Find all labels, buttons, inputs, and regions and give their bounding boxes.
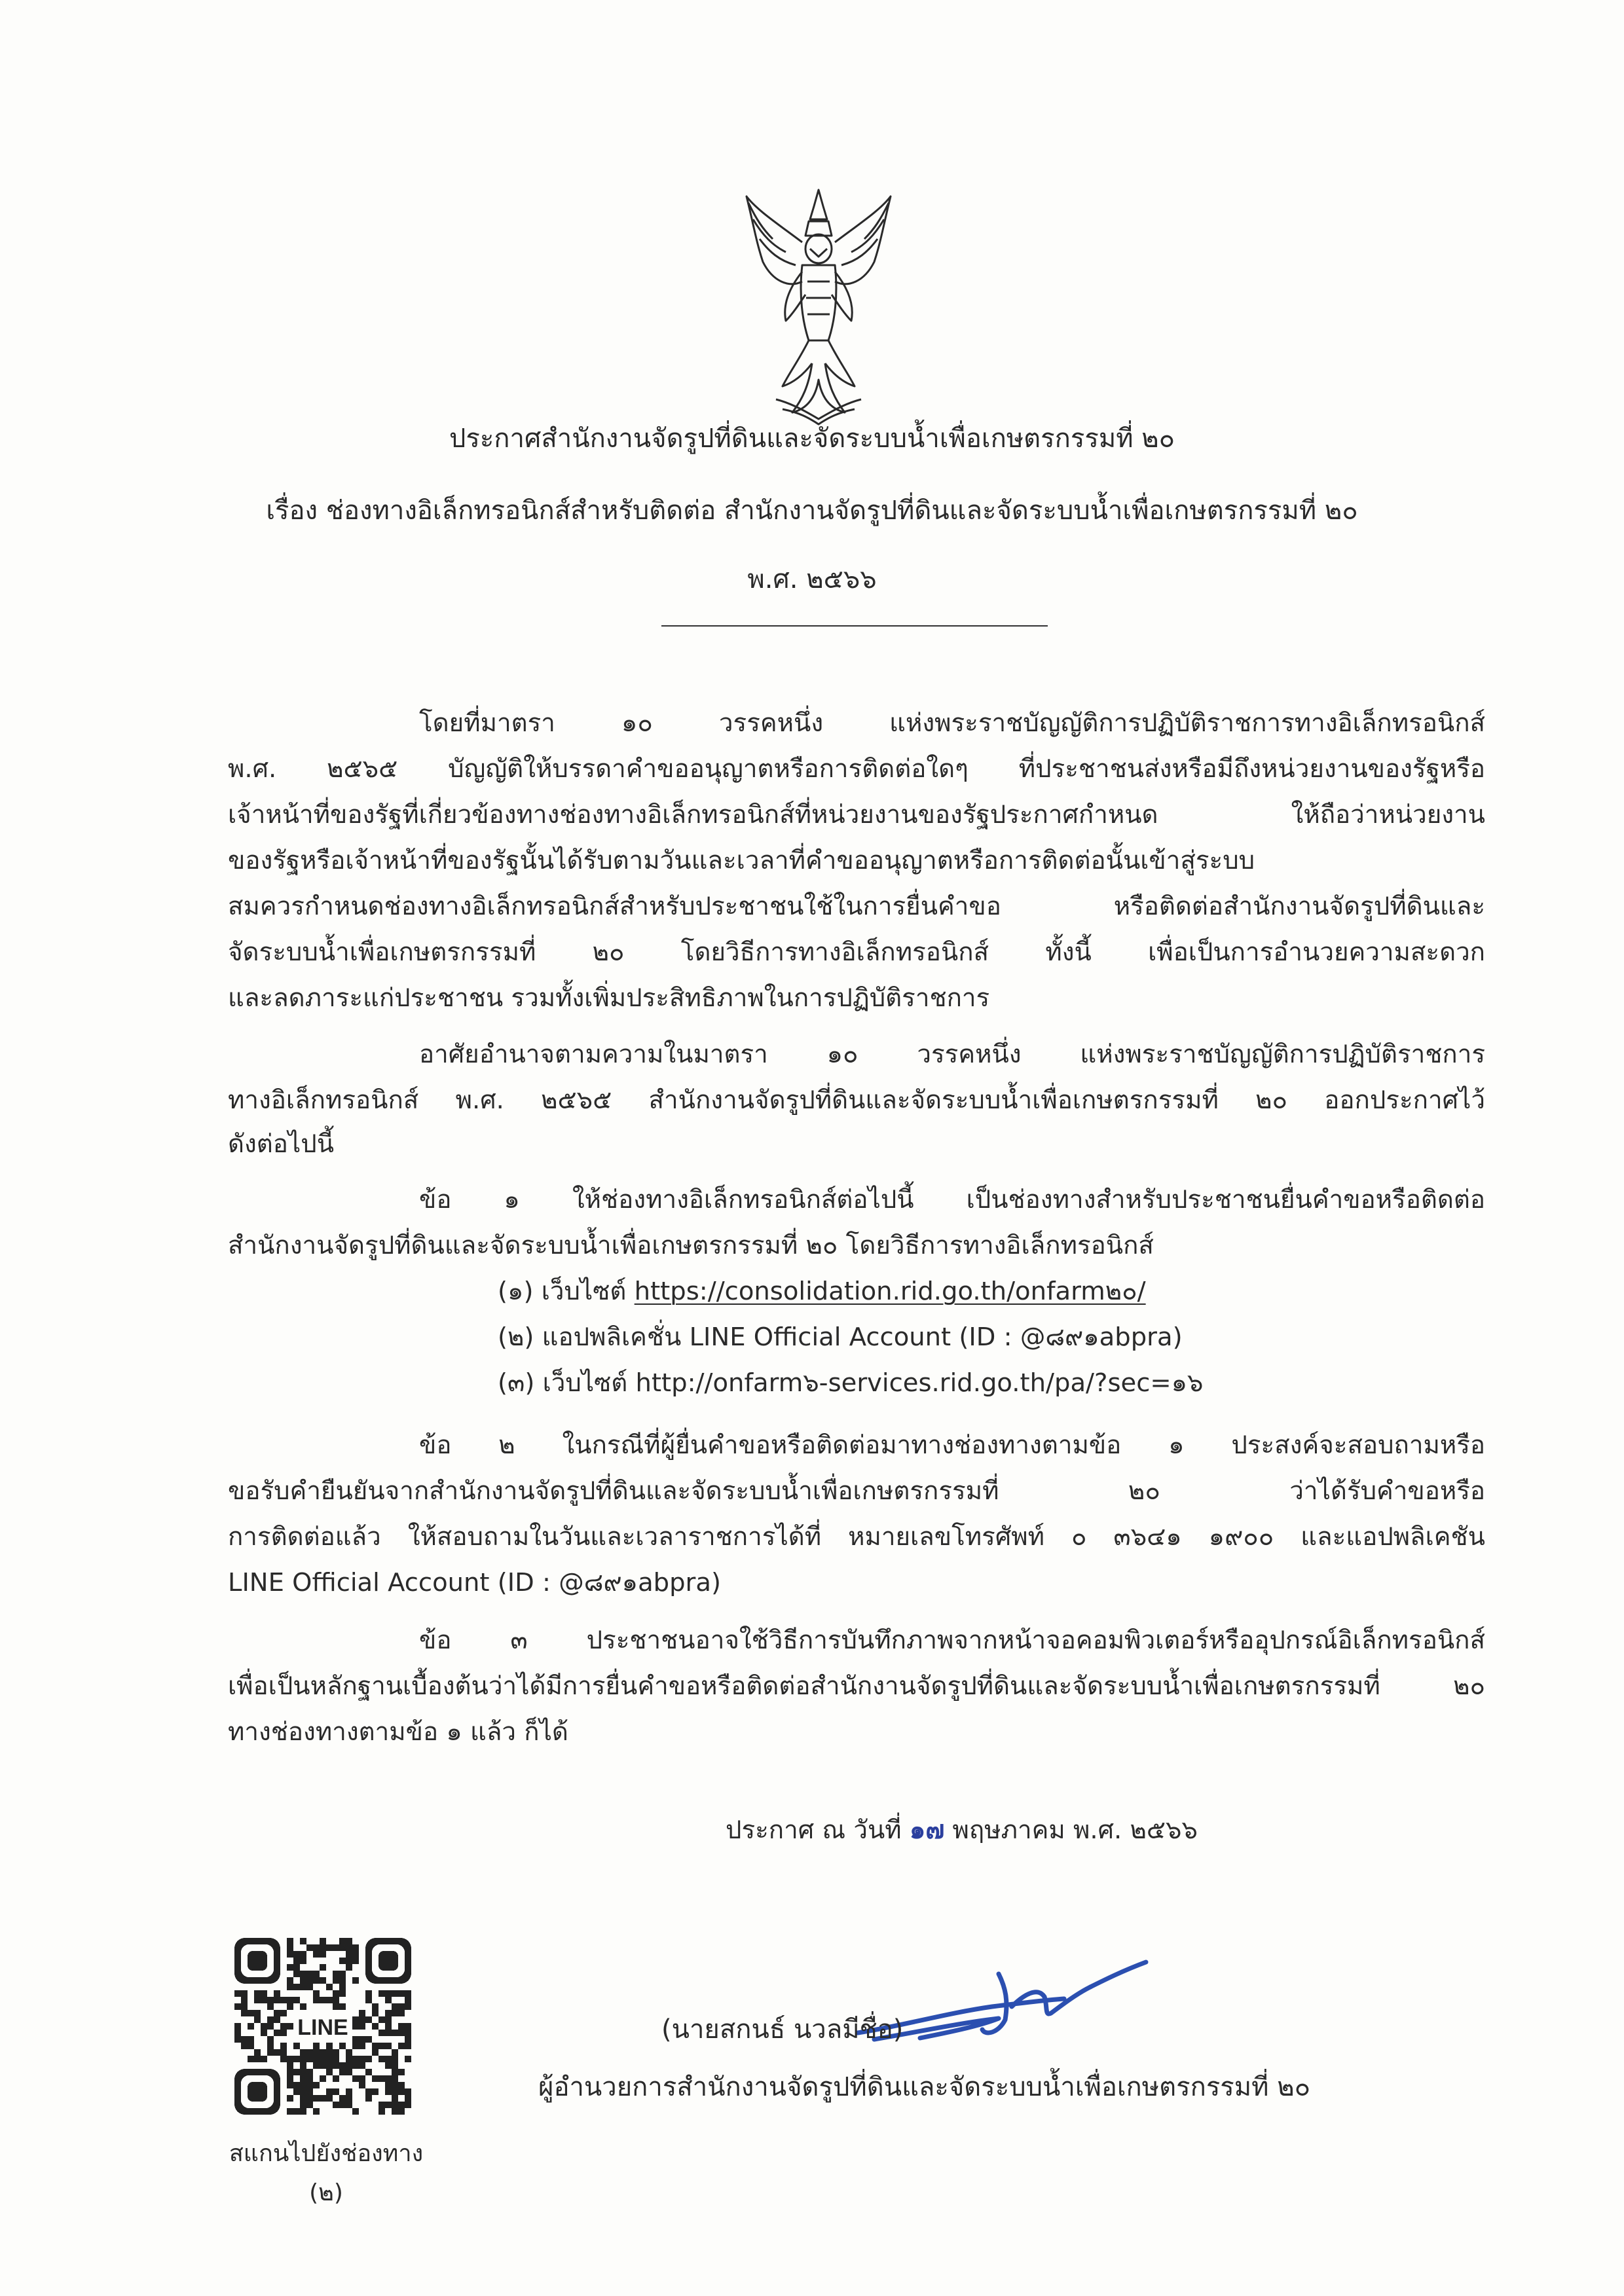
clause1-line: สำนักงานจัดรูปที่ดินและจัดระบบน้ำเพื่อเกษตรกรรมที่ ๒๐ โดยวิธีการทางอิเล็กทรอนิกส์ <box>228 1231 1154 1260</box>
garuda-emblem-icon <box>737 183 900 426</box>
channel-label: (๒) แอปพลิเคชั่น <box>498 1322 690 1352</box>
para1-line: สมควรกำหนดช่องทางอิเล็กทรอนิกส์สำหรับประชาชนใช้ในการยื่นคำขอ หรือติดต่อสำนักงานจัดรูปที่ดินและ <box>228 892 1485 921</box>
channel-label: (๓) เว็บไซต์ <box>498 1368 636 1398</box>
date-prefix: ประกาศ ณ วันที่ <box>726 1815 910 1845</box>
channel-item <box>498 1365 1204 1402</box>
channel-item <box>498 1273 1146 1310</box>
header-divider <box>661 625 1048 627</box>
qr-caption: สแกนไปยังช่องทาง <box>229 2140 424 2167</box>
announcement-year: พ.ศ. ๒๕๖๖ <box>747 564 877 594</box>
line-logo-text: LINE <box>297 2015 348 2040</box>
announcement-title: ประกาศสำนักงานจัดรูปที่ดินและจัดระบบน้ำเพื่อเกษตรกรรมที่ ๒๐ <box>449 424 1175 454</box>
para1-line: จัดระบบน้ำเพื่อเกษตรกรรมที่ ๒๐ โดยวิธีการทางอิเล็กทรอนิกส์ ทั้งนี้ เพื่อเป็นการอำนวยความสะดวก <box>228 938 1485 967</box>
clause1-line: ข้อ ๑ ให้ช่องทางอิเล็กทรอนิกส์ต่อไปนี้ เป็นช่องทางสำหรับประชาชนยื่นคำขอหรือติดต่อ <box>419 1185 1485 1214</box>
channel-item <box>498 1319 1183 1356</box>
para2-line: อาศัยอำนาจตามความในมาตรา ๑๐ วรรคหนึ่ง แห่งพระราชบัญญัติการปฏิบัติราชการ <box>419 1040 1485 1069</box>
signatory-name: (นายสกนธ์ นวลมีชื่อ) <box>661 2014 904 2045</box>
announcement-subject: เรื่อง ช่องทางอิเล็กทรอนิกส์สำหรับติดต่อ สำนักงานจัดรูปที่ดินและจัดระบบน้ำเพื่อเกษตรกรรมที่ ๒๐ <box>266 496 1358 526</box>
para2-line: ทางอิเล็กทรอนิกส์ พ.ศ. ๒๕๖๕ สำนักงานจัดรูปที่ดินและจัดระบบน้ำเพื่อเกษตรกรรมที่ ๒๐ ออกประกาศไว้ <box>228 1085 1485 1115</box>
para1-line: พ.ศ. ๒๕๖๕ บัญญัติให้บรรดาคำขออนุญาตหรือการติดต่อใดๆ ที่ประชาชนส่งหรือมีถึงหน่วยงานของรัฐหรือ <box>228 754 1485 784</box>
date-suffix: พฤษภาคม พ.ศ. ๒๕๖๖ <box>944 1815 1198 1845</box>
qr-caption-number: (๒) <box>309 2179 343 2206</box>
channel-label: (๑) เว็บไซต์ <box>498 1277 635 1306</box>
clause2-line: LINE Official Account (ID : @๘๙๑abpra) <box>228 1568 721 1597</box>
clause3-line: เพื่อเป็นหลักฐานเบื้องต้นว่าได้มีการยื่นคำขอหรือติดต่อสำนักงานจัดรูปที่ดินและจัดระบบน้ำเพื่อเกษตรกรรมที่ ๒๐ <box>228 1671 1485 1701</box>
para1-line: ของรัฐหรือเจ้าหน้าที่ของรัฐนั้นได้รับตามวันและเวลาที่คำขออนุญาตหรือการติดต่อนั้นเข้าสู่ระบบ <box>228 846 1255 875</box>
line-qr-code <box>234 1938 411 2115</box>
website-url[interactable]: http://onfarm๖-services.rid.go.th/pa/?sec=๑๖ <box>635 1368 1204 1398</box>
para1-line: และลดภาระแก่ประชาชน รวมทั้งเพิ่มประสิทธิภาพในการปฏิบัติราชการ <box>228 983 990 1013</box>
para2-line: ดังต่อไปนี้ <box>228 1129 335 1159</box>
clause2-line: ข้อ ๒ ในกรณีที่ผู้ยื่นคำขอหรือติดต่อมาทางช่องทางตามข้อ ๑ ประสงค์จะสอบถามหรือ <box>419 1430 1485 1460</box>
para1-line: โดยที่มาตรา ๑๐ วรรคหนึ่ง แห่งพระราชบัญญัติการปฏิบัติราชการทางอิเล็กทรอนิกส์ <box>419 708 1485 738</box>
clause2-line: ขอรับคำยืนยันจากสำนักงานจัดรูปที่ดินและจัดระบบน้ำเพื่อเกษตรกรรมที่ ๒๐ ว่าได้รับคำขอหรือ <box>228 1476 1485 1506</box>
clause3-line: ทางช่องทางตามข้อ ๑ แล้ว ก็ได้ <box>228 1717 568 1747</box>
line-account-id: LINE Official Account (ID : @๘๙๑abpra) <box>689 1322 1183 1352</box>
announcement-date <box>726 1812 1198 1849</box>
website-link[interactable]: https://consolidation.rid.go.th/onfarm๒๐/ <box>634 1277 1146 1306</box>
clause3-line: ข้อ ๓ ประชาชนอาจใช้วิธีการบันทึกภาพจากหน้าจอคอมพิวเตอร์หรืออุปกรณ์อิเล็กทรอนิกส์ <box>419 1626 1485 1655</box>
handwritten-day: ๑๗ <box>909 1815 945 1845</box>
signatory-position: ผู้อำนวยการสำนักงานจัดรูปที่ดินและจัดระบบน้ำเพื่อเกษตรกรรมที่ ๒๐ <box>538 2072 1311 2102</box>
para1-line: เจ้าหน้าที่ของรัฐที่เกี่ยวข้องทางช่องทางอิเล็กทรอนิกส์ที่หน่วยงานของรัฐประกาศกำหนด ให้ถือว่าหน่วยงาน <box>228 800 1485 829</box>
clause2-line: การติดต่อแล้ว ให้สอบถามในวันและเวลาราชการได้ที่ หมายเลขโทรศัพท์ ๐ ๓๖๔๑ ๑๙๐๐ และแอปพลิเคชัน <box>228 1522 1485 1552</box>
